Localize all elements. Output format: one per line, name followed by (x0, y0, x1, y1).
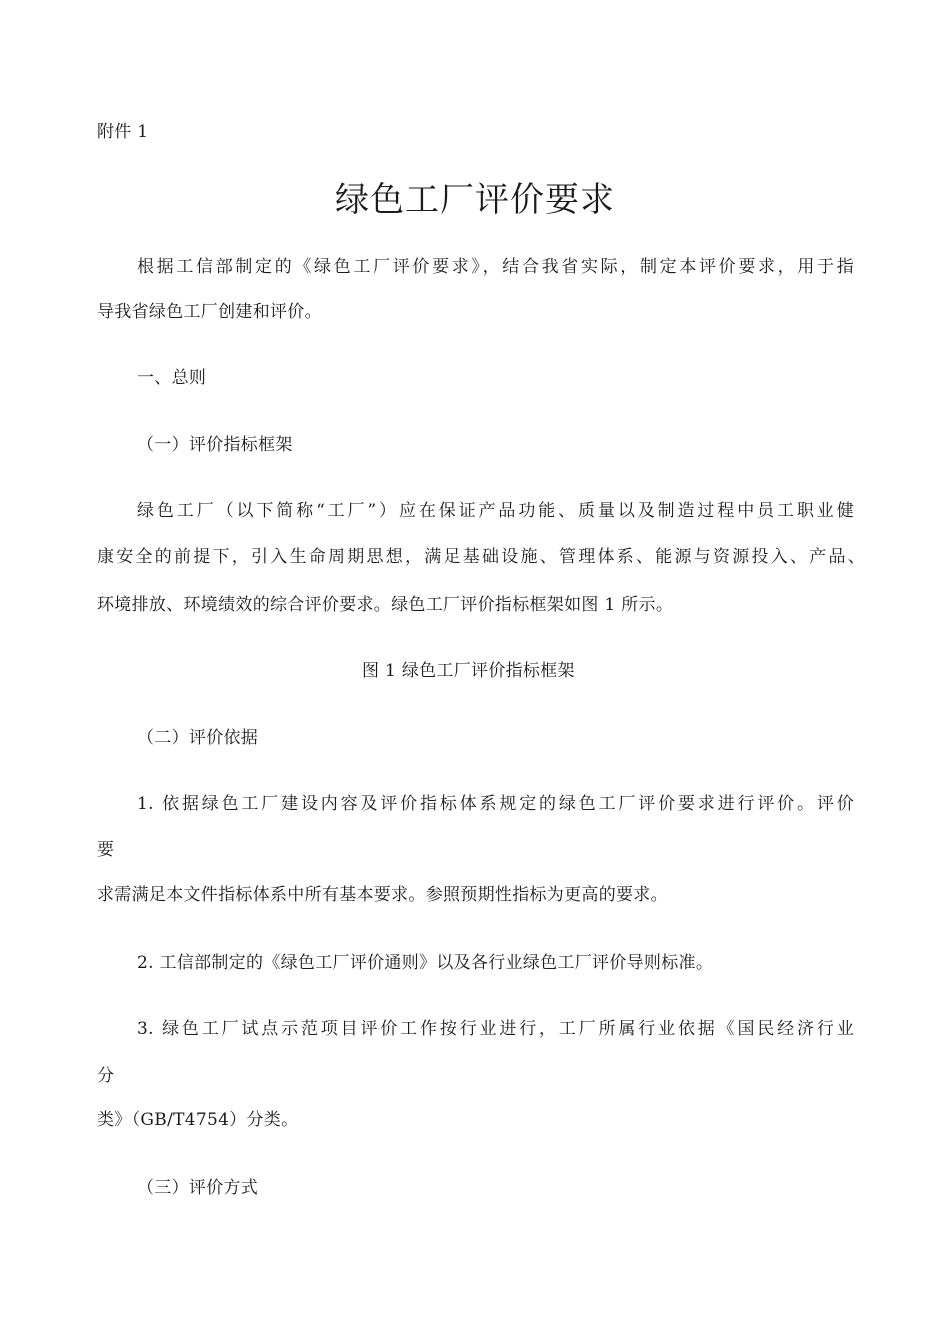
document-title: 绿色工厂评价要求 (335, 180, 615, 220)
basis-item-3-line-3: 类》（GB/T4754）分类。 (97, 1110, 299, 1130)
framework-line-2: 康安全的前提下，引入生命周期思想，满足基础设施、管理体系、能源与资源投入、产品、 (97, 547, 865, 567)
basis-item-3-line-1: 3. 绿色工厂试点示范项目评价工作按行业进行，工厂所属行业依据《国民经济行业 (137, 1019, 854, 1039)
section-heading-general: 一、总则 (137, 368, 207, 388)
framework-line-3: 环境排放、环境绩效的综合评价要求。绿色工厂评价指标框架如图 1 所示。 (97, 595, 674, 615)
basis-item-1-line-1: 1. 依据绿色工厂建设内容及评价指标体系规定的绿色工厂评价要求进行评价。评价 (137, 794, 854, 814)
framework-line-1: 绿色工厂（以下简称“工厂”）应在保证产品功能、质量以及制造过程中员工职业健 (137, 501, 854, 521)
subsection-heading-basis: （二）评价依据 (137, 728, 259, 748)
intro-line-2: 导我省绿色工厂创建和评价。 (97, 302, 322, 322)
basis-item-3-line-2: 分 (97, 1066, 115, 1086)
basis-item-2-line-1: 2. 工信部制定的《绿色工厂评价通则》以及各行业绿色工厂评价导则标准。 (137, 953, 714, 973)
basis-item-1-line-3: 求需满足本文件指标体系中所有基本要求。参照预期性指标为更高的要求。 (97, 885, 668, 905)
basis-item-1-line-2: 要 (97, 840, 115, 860)
intro-line-1: 根据工信部制定的《绿色工厂评价要求》，结合我省实际，制定本评价要求，用于指 (137, 257, 854, 277)
figure-caption: 图 1 绿色工厂评价指标框架 (362, 661, 575, 681)
attachment-label: 附件 1 (97, 122, 149, 142)
subsection-heading-method: （三）评价方式 (137, 1178, 259, 1198)
subsection-heading-framework: （一）评价指标框架 (137, 435, 293, 455)
